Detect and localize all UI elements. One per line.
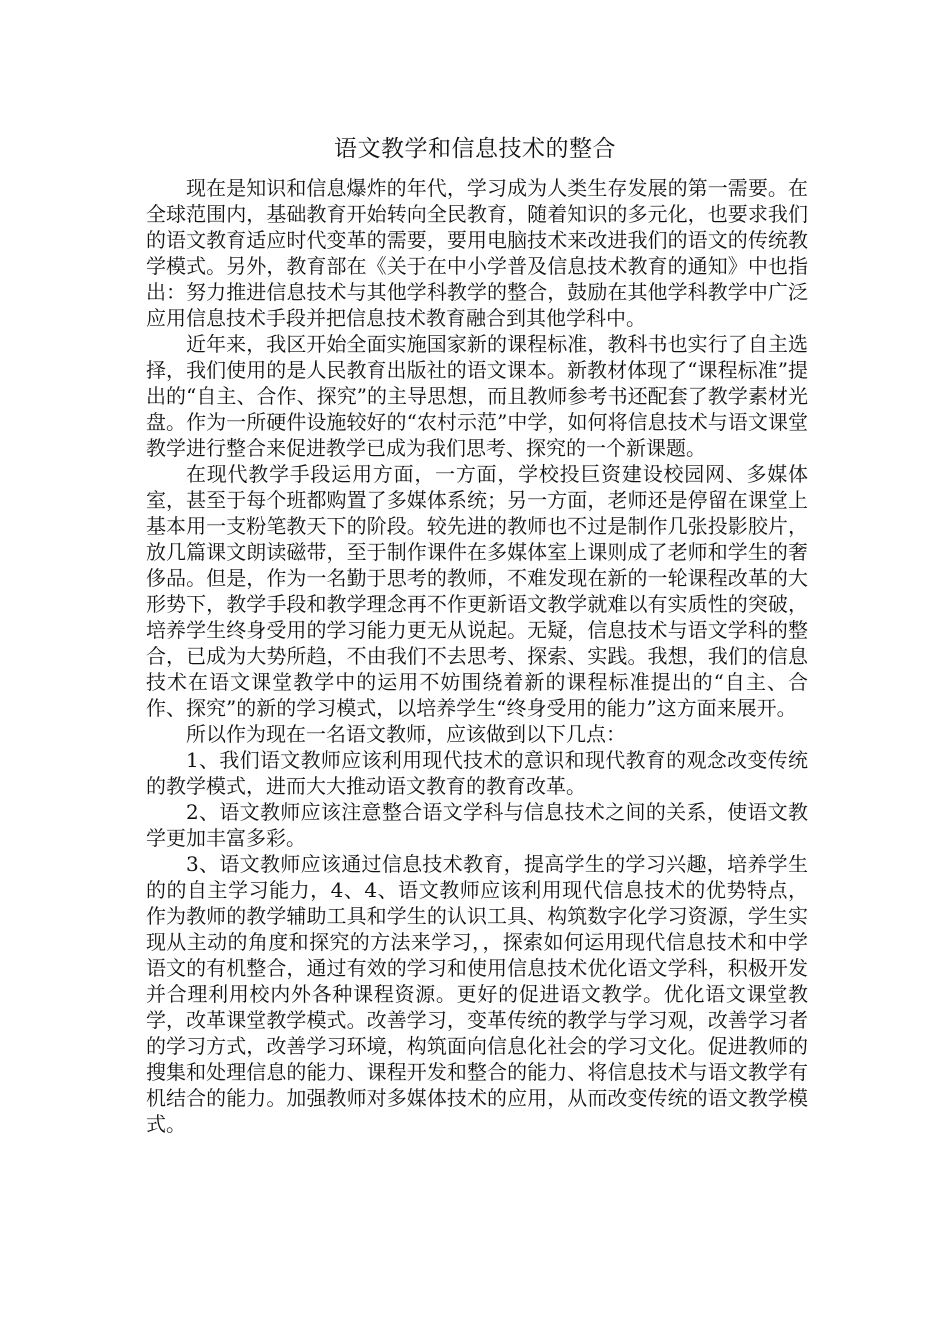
document-title: 语文教学和信息技术的整合 [334, 136, 616, 162]
paragraph-intro: 现在是知识和信息爆炸的年代，学习成为人类生存发展的第一需要。在全球范围内，基础教育开始转向全民教育，随着知识的多元化，也要求我们的语文教育适应时代变革的需要，要用电脑技术来改进我们的语文的传统教学模式。另外，教育部在《关于在中小学普及信息技术教育的通知》中也指出：努力推进信息技术与其他学科教学的整合，鼓励在其他学科教学中广泛应用信息技术手段并把信息技术教育融合到其他学科中。 [146, 176, 808, 330]
paragraph-point-2: 2、语文教师应该注意整合语文学科与信息技术之间的关系，使语文教学更加丰富多彩。 [146, 800, 808, 850]
paragraph-point-3: 3、语文教师应该通过信息技术教育，提高学生的学习兴趣，培养学生的的自主学习能力，4、4、语文教师应该利用现代信息技术的优势特点，作为教师的教学辅助工具和学生的认识工具、构筑数字化学习资源，学生实现从主动的角度和探究的方法来学习，，探索如何运用现代信息技术和中学语文的有机整合，通过有效的学习和使用信息技术优化语文学科，积极开发并合理利用校内外各种课程资源。更好的促进语文教学。优化语文课堂教学，改革课堂教学模式。改善学习，变革传统的教学与学习观，改善学习者的学习方式，改善学习环境，构筑面向信息化社会的学习文化。促进教师的搜集和处理信息的能力、课程开发和整合的能力、将信息技术与语文教学有机结合的能力。加强教师对多媒体技术的应用，从而改变传统的语文教学模式。 [146, 852, 808, 1136]
paragraph-curriculum: 近年来，我区开始全面实施国家新的课程标准，教科书也实行了自主选择，我们使用的是人民教育出版社的语文课本。新教材体现了“课程标准”提出的“自主、合作、探究”的主导思想，而且教师参考书还配套了教学素材光盘。作为一所硬件设施较好的“农村示范”中学，如何将信息技术与语文课堂教学进行整合来促进教学已成为我们思考、探究的一个新课题。 [146, 332, 808, 460]
paragraph-point-1: 1、我们语文教师应该利用现代技术的意识和现代教育的观念改变传统的教学模式，进而大大推动语文教育的教育改革。 [146, 748, 808, 798]
paragraph-points-intro: 所以作为现在一名语文教师，应该做到以下几点： [186, 722, 626, 746]
document-body [146, 175, 808, 1137]
paragraph-teaching-methods: 在现代教学手段运用方面，一方面，学校投巨资建设校园网、多媒体室，甚至于每个班都购置了多媒体系统；另一方面，老师还是停留在课堂上基本用一支粉笔教天下的阶段。较先进的教师也不过是制作几张投影胶片，放几篇课文朗读磁带，至于制作课件在多媒体室上课则成了老师和学生的奢侈品。但是，作为一名勤于思考的教师，不难发现在新的一轮课程改革的大形势下，教学手段和教学理念再不作更新语文教学就难以有实质性的突破，培养学生终身受用的学习能力更无从说起。无疑，信息技术与语文学科的整合，已成为大势所趋，不由我们不去思考、探索、实践。我想，我们的信息技术在语文课堂教学中的运用不妨围绕着新的课程标准提出的“自主、合作、探究”的新的学习模式，以培养学生“终身受用的能力”这方面来展开。 [146, 462, 808, 720]
